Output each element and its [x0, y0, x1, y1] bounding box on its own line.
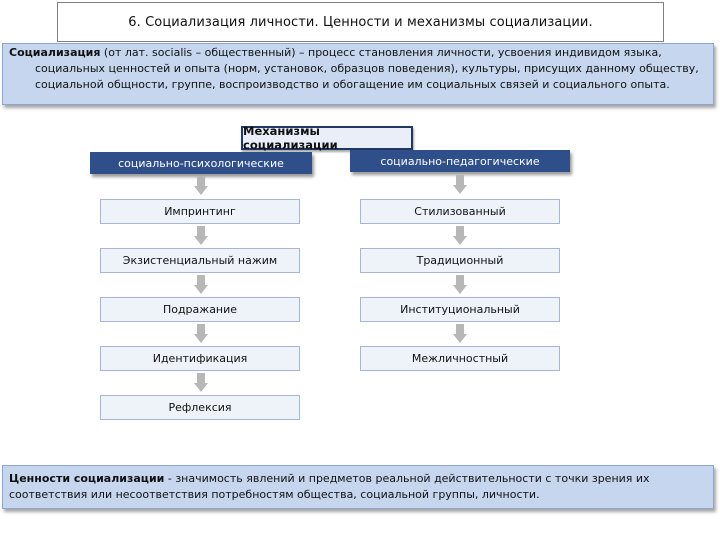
down-arrow-icon: [194, 275, 208, 295]
definition-line-2: социальных ценностей и опыта (норм, установок, образцов поведения), культуры, присущих данному обществу,: [35, 62, 699, 75]
mechanism-item: Стилизованный: [360, 199, 560, 224]
mechanism-item: Идентификация: [100, 346, 300, 371]
mechanism-item: Импринтинг: [100, 199, 300, 224]
mechanism-item: Рефлексия: [100, 395, 300, 420]
down-arrow-icon: [453, 175, 467, 195]
slide-title: 6. Социализация личности. Ценности и механизмы социализации.: [57, 2, 664, 42]
mechanism-item: Институциональный: [360, 297, 560, 322]
mechanism-item: Межличностный: [360, 346, 560, 371]
down-arrow-icon: [194, 176, 208, 196]
values-term: Ценности социализации: [9, 472, 165, 485]
mechanism-item: Подражание: [100, 297, 300, 322]
branch-socio-psychological: социально-психологические: [90, 152, 312, 174]
definition-panel: [2, 43, 714, 105]
definition-line-1: [9, 45, 707, 61]
definition-text-1: (от лат. socialis – общественный) – процесс становления личности, усвоения индивидом языка,: [100, 46, 662, 59]
definition-line-3: социальной общности, группе, воспроизводство и обогащение им социальных связей и социального опыта.: [35, 78, 670, 91]
mechanism-item: Традиционный: [360, 248, 560, 273]
mechanism-item: Экзистенциальный нажим: [100, 248, 300, 273]
down-arrow-icon: [194, 324, 208, 344]
down-arrow-icon: [194, 373, 208, 393]
down-arrow-icon: [194, 226, 208, 246]
values-panel: [2, 465, 714, 509]
down-arrow-icon: [453, 226, 467, 246]
definition-term: Социализация: [9, 46, 101, 59]
down-arrow-icon: [453, 275, 467, 295]
branch-socio-pedagogical: социально-педагогические: [350, 150, 570, 172]
down-arrow-icon: [453, 324, 467, 344]
values-text-1: - значимость явлений и предметов реальной действительности с точки зрения их: [164, 472, 650, 485]
values-line-1: [9, 471, 707, 487]
mechanisms-header: Механизмы социализации: [241, 126, 413, 150]
values-line-2: соответствия или несоответствия потребностям общества, социальной группы, личности.: [9, 488, 540, 501]
